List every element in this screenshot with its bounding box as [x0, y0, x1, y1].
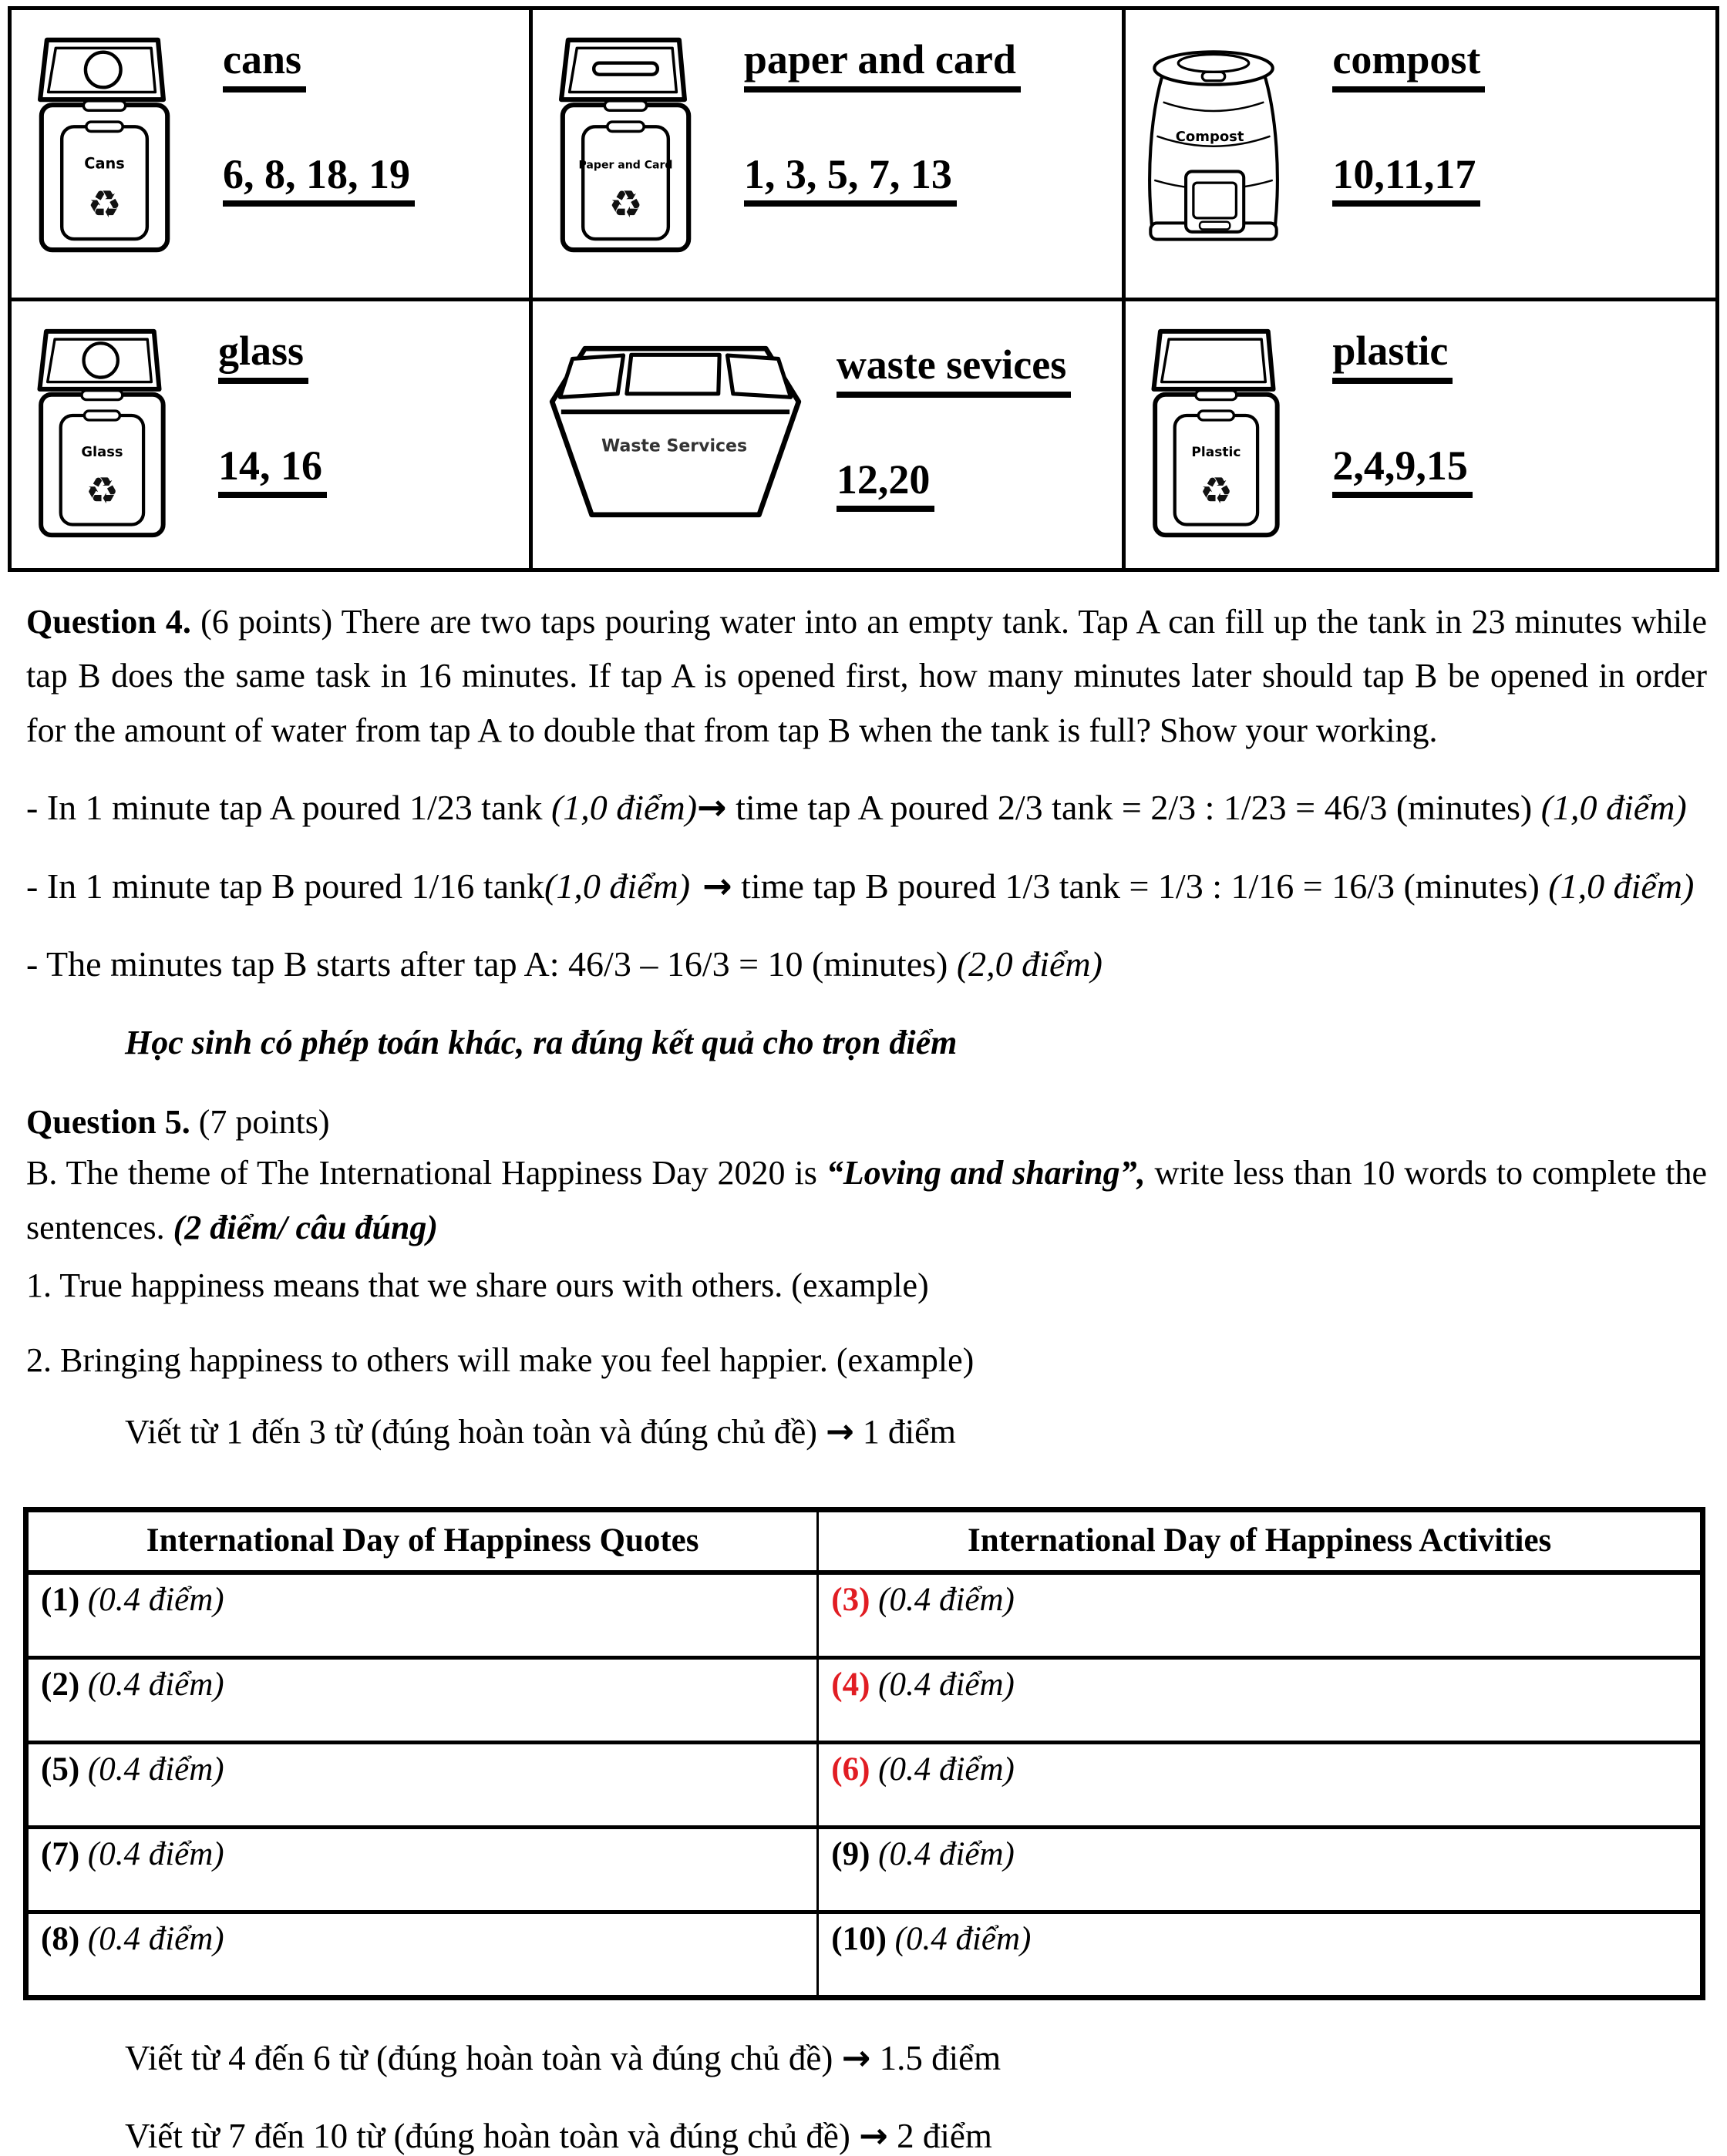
theme-quote: “Loving and sharing”,	[826, 1154, 1146, 1192]
question5-part-b: B. The theme of The International Happiness Day 2020 is “Loving and sharing”, write less than 10 words to complete the sentences. (2 điểm/ câu đúng)	[26, 1154, 1708, 1246]
table-row	[26, 1827, 1703, 1912]
arrow-icon: →	[690, 864, 732, 906]
glass-bin-illustration	[24, 325, 175, 542]
category-title: cans	[223, 38, 306, 92]
answer-cell	[818, 1742, 1703, 1827]
answer-cell	[26, 1912, 818, 1997]
category-numbers: 1, 3, 5, 7, 13	[744, 153, 957, 207]
answer-number: (1)	[41, 1581, 80, 1618]
bin-label: Glass	[81, 443, 123, 460]
question4-label: Question 4.	[26, 603, 191, 641]
question5-example-2: 2. Bringing happiness to others will make you feel happier. (example)	[26, 1340, 975, 1379]
answer-number: (2)	[41, 1666, 80, 1703]
score-mark: (0.4 điểm)	[87, 1920, 224, 1957]
question5-scoring-note-1: Viết từ 1 đến 3 từ (đúng hoàn toàn và đúng chủ đề) → 1 điểm	[125, 1411, 956, 1451]
answer-cell	[26, 1657, 818, 1742]
table-header-row	[26, 1509, 1703, 1572]
score-mark: (0.4 điểm)	[87, 1666, 224, 1703]
table-row	[26, 1572, 1703, 1658]
category-numbers: 6, 8, 18, 19	[223, 153, 415, 207]
answer-number: (7)	[41, 1835, 80, 1872]
recycle-icon: ♻	[87, 181, 122, 227]
paper-bin-illustration	[545, 33, 701, 257]
cell-compost	[1124, 8, 1718, 300]
bin-label: Cans	[84, 154, 125, 173]
answer-cell	[26, 1572, 818, 1658]
question4-statement: Question 4. (6 points) There are two taps pouring water into an empty tank. Tap A can fill up the tank in 23 minutes while tap B does the same task in 16 minutes. If tap A is opened first, how many minutes later should tap B be opened in order for the amount of water from tap A to double that from tap B when the tank is full? Show your working.	[26, 603, 1707, 749]
plastic-bin-illustration	[1138, 325, 1289, 542]
score-mark: (0.4 điểm)	[87, 1751, 224, 1788]
question5-heading: Question 5. (7 points)	[26, 1103, 330, 1142]
recycle-icon: ♻	[608, 181, 643, 227]
compost-bin-illustration	[1138, 33, 1289, 264]
score-mark: (2 điểm/ câu đúng)	[173, 1208, 439, 1246]
answer-number: (3)	[831, 1581, 870, 1618]
exam-answer-key-page	[0, 6, 1727, 2156]
bin-label: Compost	[1176, 129, 1244, 146]
category-numbers: 10,11,17	[1332, 153, 1480, 207]
score-mark: (0.4 điểm)	[878, 1835, 1015, 1872]
cell-paper-and-card	[530, 8, 1124, 300]
question4-work-line-2: - In 1 minute tap B poured 1/16 tank(1,0 điểm) → time tap B poured 1/3 tank = 1/3 : 1/16 = 16/3 (minutes) (1,0 điểm)	[26, 864, 1695, 906]
score-mark: (1,0 điểm)	[544, 866, 691, 906]
happiness-answers-table	[23, 1507, 1705, 2000]
category-title: plastic	[1332, 329, 1453, 384]
answer-cell	[26, 1827, 818, 1912]
arrow-icon: →	[697, 786, 727, 829]
column-header-activities: International Day of Happiness Activities	[818, 1509, 1703, 1572]
recycling-sorting-table	[8, 6, 1719, 572]
cell-cans	[10, 8, 531, 300]
score-mark: (0.4 điểm)	[878, 1666, 1015, 1703]
recycle-icon: ♻	[86, 470, 119, 513]
cell-waste-services	[530, 300, 1124, 570]
answer-cell	[26, 1742, 818, 1827]
bin-label: Paper and Card	[578, 159, 673, 172]
table-row	[26, 1742, 1703, 1827]
score-mark: (1,0 điểm)	[1548, 866, 1695, 906]
answer-cell	[818, 1572, 1703, 1658]
bin-label: Plastic	[1191, 444, 1241, 460]
answer-number: (5)	[41, 1751, 80, 1788]
answer-number: (4)	[831, 1666, 870, 1703]
question4-work-line-1: - In 1 minute tap A poured 1/23 tank (1,0 điểm)→ time tap A poured 2/3 tank = 2/3 : 1/23 = 46/3 (minutes) (1,0 điểm)	[26, 786, 1687, 829]
score-mark: (2,0 điểm)	[956, 943, 1103, 984]
cell-plastic	[1124, 300, 1718, 570]
category-title: paper and card	[744, 38, 1021, 92]
score-mark: (0.4 điểm)	[894, 1920, 1032, 1957]
table-row	[26, 1657, 1703, 1742]
answer-number: (10)	[831, 1920, 887, 1957]
category-title: glass	[218, 329, 308, 384]
score-mark: (0.4 điểm)	[87, 1581, 224, 1618]
scoring-note-4-6-words: Viết từ 4 đến 6 từ (đúng hoàn toàn và đúng chủ đề) → 1.5 điểm	[125, 2037, 1002, 2078]
scoring-note-7-10-words: Viết từ 7 đến 10 từ (đúng hoàn toàn và đúng chủ đề) → 2 điểm	[125, 2114, 992, 2156]
arrow-icon: →	[825, 1411, 854, 1451]
waste-services-skip-illustration	[545, 338, 806, 525]
score-mark: (0.4 điểm)	[87, 1835, 224, 1872]
category-title: waste sevices	[837, 343, 1071, 398]
score-mark: (0.4 điểm)	[878, 1751, 1015, 1788]
answer-number: (9)	[831, 1835, 870, 1872]
category-title: compost	[1332, 38, 1485, 92]
cell-glass	[10, 300, 531, 570]
answer-cell	[818, 1827, 1703, 1912]
question4-grading-note: Học sinh có phép toán khác, ra đúng kết quả cho trọn điểm	[125, 1024, 958, 1062]
column-header-quotes: International Day of Happiness Quotes	[26, 1509, 818, 1572]
arrow-icon: →	[859, 2114, 888, 2156]
category-numbers: 14, 16	[218, 444, 327, 499]
question5-example-1: 1. True happiness means that we share ours with others. (example)	[26, 1266, 929, 1304]
recycle-icon: ♻	[1200, 470, 1234, 513]
answer-cell	[818, 1657, 1703, 1742]
arrow-icon: →	[841, 2037, 871, 2078]
table-row	[26, 1912, 1703, 1997]
question4-work-line-3: - The minutes tap B starts after tap A: 46/3 – 16/3 = 10 (minutes) (2,0 điểm)	[26, 943, 1103, 984]
score-mark: (1,0 điểm)	[1540, 788, 1687, 828]
score-mark: (1,0 điểm)	[550, 788, 698, 828]
bin-label: Waste Services	[601, 436, 747, 456]
category-numbers: 2,4,9,15	[1332, 444, 1473, 499]
score-mark: (0.4 điểm)	[878, 1581, 1015, 1618]
question5-label: Question 5.	[26, 1103, 190, 1142]
category-numbers: 12,20	[837, 458, 935, 513]
answer-cell	[818, 1912, 1703, 1997]
answer-number: (6)	[831, 1751, 870, 1788]
answer-number: (8)	[41, 1920, 80, 1957]
cans-bin-illustration	[24, 33, 180, 257]
